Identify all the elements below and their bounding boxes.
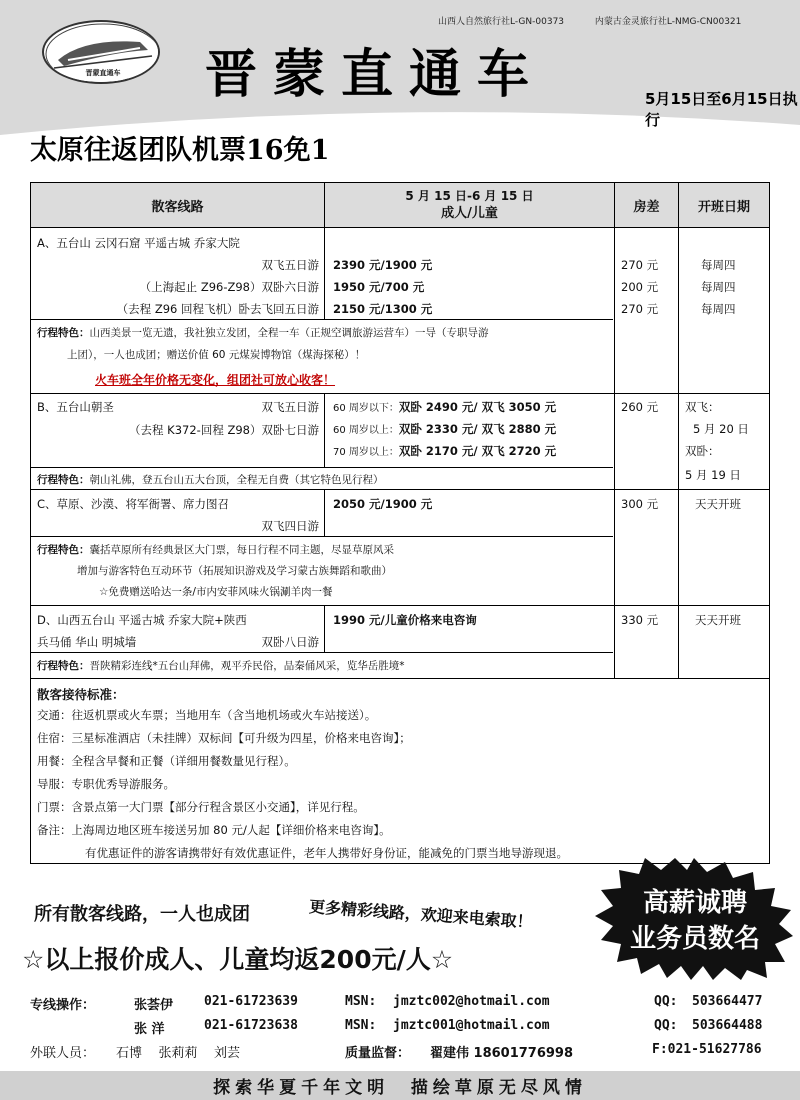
price-sleeper: 双卧 2490 元/ [398, 400, 478, 414]
standards-item: 用餐：全程含早餐和正餐（详细用餐数量见行程）。 [37, 754, 296, 768]
price-age: 60 周岁以上： [333, 425, 399, 436]
contact-name-2: 张 洋 [134, 1022, 165, 1037]
feature-label: 行程特色： [37, 544, 90, 556]
fax: F:021-51627786 [652, 1042, 762, 1057]
section-c-feature-1 [37, 542, 394, 557]
standards-item: 住宿：三星标准酒店（未挂牌）双标间【可升级为四星，价格来电咨询】； [37, 731, 411, 745]
feature-text: 晋陕精彩连线*五台山拜佛，观平乔民俗，品秦俑风采，览华岳胜境* [89, 660, 405, 672]
valid-dates: 5月15日至6月15日执行 [645, 90, 798, 129]
feature-label: 行程特色： [37, 660, 90, 672]
section-d-route: 双卧八日游 [261, 635, 319, 649]
section-a-room-1: 270 元 [621, 258, 659, 272]
section-a-room-3: 270 元 [621, 302, 659, 316]
license-1: 山西人自然旅行社L-GN-00373 [438, 17, 565, 27]
contact-msn-2: jmztc001@hotmail.com [393, 1018, 550, 1033]
page-title: 晋蒙直通车 [205, 44, 546, 105]
section-c-price: 2050 元/1900 元 [333, 497, 433, 511]
liaison-label: 外联人员： [30, 1046, 96, 1061]
price-age: 60 周岁以下： [333, 403, 399, 414]
logo [42, 20, 160, 84]
header-departure-label: 开班日期 [697, 199, 750, 215]
standards-item: 导服：专职优秀导游服务。 [37, 777, 175, 791]
logo-text: 晋蒙直通车 [85, 69, 121, 77]
section-c-feature-2: 增加与游客特色互动环节（拓展知识游戏及学习蒙古族舞蹈和歌曲） [77, 565, 392, 577]
divider [324, 489, 325, 536]
section-c-title: C、草原、沙漠、将军衙署、席力图召 [37, 497, 230, 511]
divider [678, 183, 679, 678]
header-price-type: 成人/儿童 [441, 206, 498, 221]
contact-msn-1: jmztc002@hotmail.com [393, 994, 550, 1009]
recruit-text [615, 885, 775, 957]
divider [31, 678, 769, 679]
section-a-departure-1: 每周四 [701, 258, 736, 272]
section-c-feature-3: ☆免费赠送哈达一条/市内安菲风味火锅涮羊肉一餐 [99, 586, 333, 598]
header-price-dates: 5 月 15 日-6 月 15 日 [405, 189, 534, 203]
section-a-note: 火车班全年价格无变化，组团社可放心收客！ [95, 373, 336, 387]
section-a-price-1: 2390 元/1900 元 [333, 258, 433, 272]
price-sleeper: 双卧 2170 元/ [398, 444, 478, 458]
section-c-room: 300 元 [621, 497, 659, 511]
section-b-departure-4: 5 月 19 日 [685, 468, 741, 482]
section-a-route-3: （去程 Z96 回程飞机）卧去飞回五日游 [116, 302, 319, 316]
msn-label-2: MSN: [345, 1018, 377, 1033]
footer-slogan-text: 探索华夏千年文明 描绘草原无尽风情 [213, 1078, 587, 1098]
recruit-line-1: 高薪诚聘 [642, 888, 747, 918]
feature-text: 囊括草原所有经典景区大门票，每日行程不同主题，尽显草原风采 [89, 544, 394, 556]
divider [31, 319, 613, 320]
header-room-diff [615, 183, 678, 227]
license-numbers [438, 14, 798, 27]
divider [31, 652, 613, 653]
divider [614, 183, 615, 678]
section-a-route-2: （上海起止 Z96-Z98）双卧六日游 [139, 280, 319, 294]
section-c-route: 双飞四日游 [261, 519, 319, 533]
section-b-price-2 [333, 421, 556, 437]
price-age: 70 周岁以上： [333, 447, 399, 458]
section-a-title: A、五台山 云冈石窟 平遥古城 乔家大院 [37, 236, 240, 250]
divider [31, 489, 769, 490]
quality-label: 质量监督： [345, 1046, 411, 1061]
section-b-departure-2: 5 月 20 日 [693, 422, 749, 436]
section-a-departure-2: 每周四 [701, 280, 736, 294]
qq-label-2: QQ: [654, 1018, 678, 1033]
price-sleeper: 双卧 2330 元/ [398, 422, 478, 436]
promo-return: ☆以上报价成人、儿童均返200元/人☆ [22, 945, 454, 974]
header-departure [679, 183, 769, 227]
section-d-departure: 天天开班 [695, 613, 741, 627]
promo-line-1: 所有散客线路，一人也成团 [34, 904, 250, 925]
quality-value: 翟建伟 18601776998 [430, 1046, 574, 1061]
license-2: 内蒙古金灵旅行社L-NMG-CN00321 [594, 17, 742, 27]
header-route [31, 183, 324, 227]
section-a-price-2: 1950 元/700 元 [333, 280, 425, 294]
qq-label-1: QQ: [654, 994, 678, 1009]
contact-qq-1: 503664477 [692, 994, 763, 1009]
divider [31, 605, 769, 606]
feature-text: 朝山礼佛，登五台山五大台顶，全程无自费（其它特色见行程） [89, 474, 384, 486]
footer-slogan [0, 1071, 800, 1100]
section-a-route-1: 双飞五日游 [261, 258, 319, 272]
contact-name-1: 张荟伊 [134, 998, 174, 1013]
divider [324, 605, 325, 652]
section-d-feature [37, 658, 405, 673]
contact-phone-2: 021-61723638 [204, 1018, 298, 1033]
divider [31, 227, 769, 228]
subtitle: 太原往返团队机票16免1 [30, 135, 330, 166]
section-b-price-1 [333, 399, 556, 415]
price-fly: 双飞 2720 元 [481, 444, 557, 458]
standards-item: 有优惠证件的游客请携带好有效优惠证件，老年人携带好身份证，能减免的门票当地导游现退。 [85, 846, 568, 860]
section-d-room: 330 元 [621, 613, 659, 627]
standards-item: 交通：往返机票或火车票；当地用车（含当地机场或火车站接送）。 [37, 708, 377, 722]
standards-item: 备注：上海周边地区班车接送另加 80 元/人起【详细价格来电咨询】。 [37, 823, 391, 837]
ops-label: 专线操作： [30, 998, 96, 1013]
section-c-departure: 天天开班 [695, 497, 741, 511]
section-a-feature-2: 上团），一人也成团；赠送价值 60 元煤炭博物馆（煤海探秘）！ [67, 349, 366, 361]
standards-title: 散客接待标准： [37, 687, 125, 702]
section-a-feature-1 [37, 325, 489, 340]
header-route-label: 散客线路 [151, 199, 204, 215]
feature-label: 行程特色： [37, 327, 90, 339]
section-b-room: 260 元 [621, 400, 659, 414]
feature-label: 行程特色： [37, 474, 90, 486]
promo-line-2: 更多精彩线路，欢迎来电索取！ [308, 896, 534, 932]
section-b-route-1: 双飞五日游 [261, 400, 319, 414]
contact-qq-2: 503664488 [692, 1018, 763, 1033]
section-b-price-3 [333, 443, 556, 459]
section-b-departure-1: 双飞： [685, 400, 720, 414]
section-b-departure-3: 双卧： [685, 444, 720, 458]
liaison-names: 石博 张莉莉 刘芸 [116, 1046, 241, 1061]
divider [31, 467, 613, 468]
contact-phone-1: 021-61723639 [204, 994, 298, 1009]
msn-label-1: MSN: [345, 994, 377, 1009]
section-b-title: B、五台山朝圣 [37, 400, 114, 414]
feature-text: 山西美景一览无遗，我社独立发团，全程一车（正规空调旅游运营车）一导（专职导游 [89, 327, 489, 339]
section-b-route-2: （去程 K372-回程 Z98）双卧七日游 [129, 423, 319, 437]
divider [31, 393, 769, 394]
price-fly: 双飞 3050 元 [481, 400, 557, 414]
divider [31, 536, 613, 537]
section-d-price: 1990 元/儿童价格来电咨询 [333, 613, 477, 627]
divider [324, 183, 325, 319]
price-table [30, 182, 770, 864]
recruit-line-2: 业务员数名 [629, 924, 760, 954]
section-a-departure-3: 每周四 [701, 302, 736, 316]
section-b-feature [37, 472, 384, 487]
section-a-room-2: 200 元 [621, 280, 659, 294]
price-fly: 双飞 2880 元 [481, 422, 557, 436]
section-d-title-1: D、山西五台山 平遥古城 乔家大院+陕西 [37, 613, 247, 627]
section-d-title-2: 兵马俑 华山 明城墙 [37, 635, 137, 649]
section-a-price-3: 2150 元/1300 元 [333, 302, 433, 316]
header-price [325, 183, 614, 227]
divider [324, 393, 325, 467]
header-room-diff-label: 房差 [633, 199, 660, 215]
standards-item: 门票：含景点第一大门票【部分行程含景区小交通】，详见行程。 [37, 800, 365, 814]
